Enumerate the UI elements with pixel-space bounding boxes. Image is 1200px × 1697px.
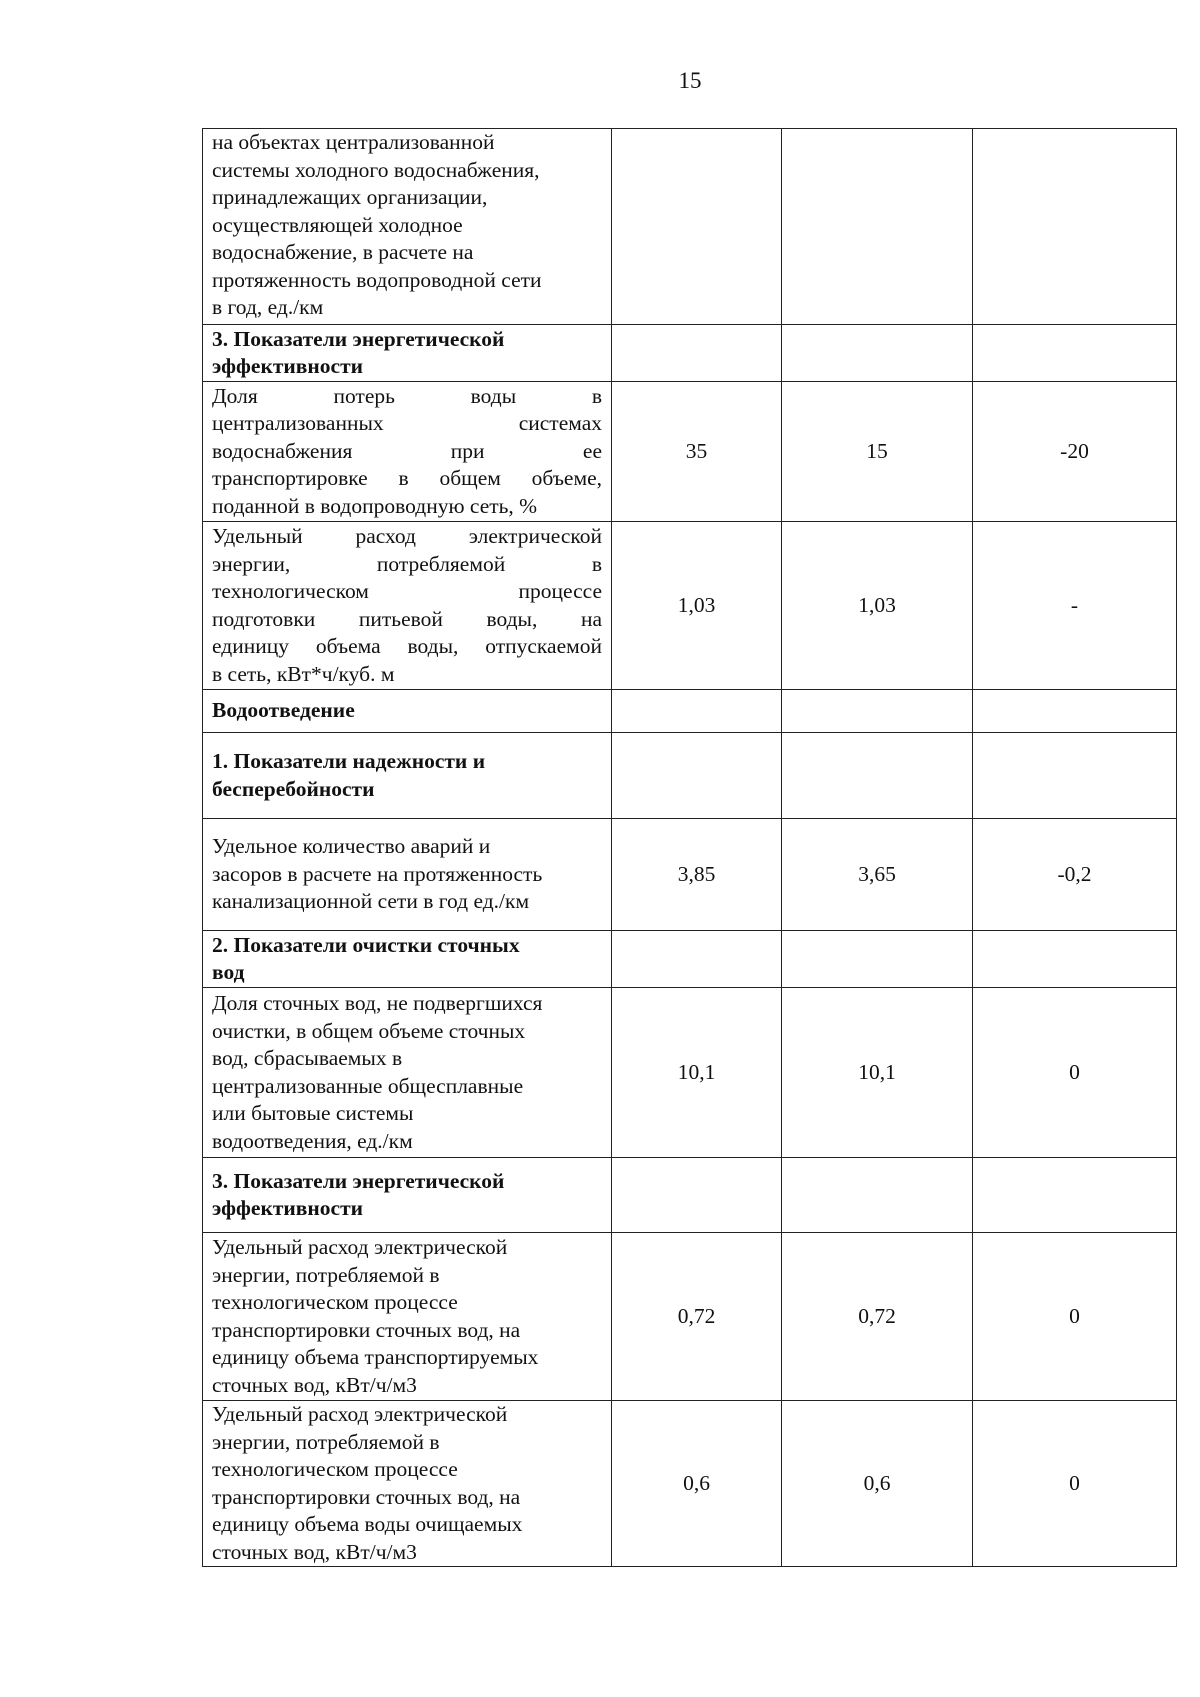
description-line: транспортировки сточных вод, на — [212, 1317, 521, 1342]
description-line: Доля потерь воды в — [212, 383, 602, 408]
value-col-1 — [612, 325, 782, 382]
value-col-1 — [612, 1158, 782, 1233]
value-col-1: 3,85 — [612, 819, 782, 931]
description-line: сточных вод, кВт/ч/м3 — [212, 1539, 417, 1564]
description-line: или бытовые системы — [212, 1101, 414, 1125]
description-line: 3. Показатели энергетической — [212, 1168, 505, 1193]
description-line: Удельный расход электрической — [212, 524, 602, 548]
value-col-2 — [782, 325, 973, 382]
value-col-1: 0,72 — [612, 1233, 782, 1401]
table-row — [203, 129, 1177, 325]
indicators-table — [202, 128, 1177, 1567]
table-row — [203, 1233, 1177, 1401]
value-col-1: 0,6 — [612, 1401, 782, 1567]
table-row — [203, 988, 1177, 1158]
value-col-2: 3,65 — [782, 819, 973, 931]
section-title — [203, 931, 612, 988]
description-line: водоотведения, ед./км — [212, 1128, 413, 1153]
indicator-description — [203, 1401, 612, 1567]
value-col-1: 35 — [612, 382, 782, 522]
value-col-1: 10,1 — [612, 988, 782, 1158]
description-line: технологическом процессе — [212, 1290, 458, 1314]
change-value: -0,2 — [973, 819, 1177, 931]
table-row — [203, 382, 1177, 522]
description-line: энергии, потребляемой в — [212, 551, 602, 576]
description-line: бесперебойности — [212, 776, 375, 801]
description-line: очистки, в общем объеме сточных — [212, 1018, 526, 1043]
indicator-description — [203, 129, 612, 325]
description-line: канализационной сети в год ед./км — [212, 889, 530, 914]
description-line: Водоотведение — [212, 698, 355, 723]
description-line: единицу объема воды очищаемых — [212, 1512, 523, 1536]
indicator-description — [203, 382, 612, 522]
description-line: поданной в водопроводную сеть, % — [212, 493, 538, 518]
description-line: в сеть, кВт*ч/куб. м — [212, 661, 395, 686]
value-col-2: 10,1 — [782, 988, 973, 1158]
change-value — [973, 325, 1177, 382]
description-line: эффективности — [212, 354, 364, 378]
description-line: 1. Показатели надежности и — [212, 749, 486, 773]
description-line: эффективности — [212, 1196, 364, 1220]
change-value — [973, 129, 1177, 325]
page-number: 15 — [678, 68, 702, 93]
description-line: вод — [212, 960, 245, 984]
description-line: сточных вод, кВт/ч/м3 — [212, 1372, 417, 1397]
value-col-1 — [612, 690, 782, 733]
description-line: энергии, потребляемой в — [212, 1429, 440, 1454]
description-line: водоснабжение, в расчете на — [212, 240, 474, 264]
change-value — [973, 931, 1177, 988]
indicator-description — [203, 1233, 612, 1401]
description-line: транспортировки сточных вод, на — [212, 1484, 521, 1509]
description-line: транспортировке в общем объеме, — [212, 466, 602, 491]
value-col-2 — [782, 931, 973, 988]
description-line: 3. Показатели энергетической — [212, 326, 505, 351]
value-col-2: 0,6 — [782, 1401, 973, 1567]
section-header-row — [203, 690, 1177, 733]
description-line: осуществляющей холодное — [212, 212, 463, 237]
table-row — [203, 522, 1177, 690]
description-line: протяженность водопроводной сети — [212, 267, 542, 292]
description-line: водоснабжения при ее — [212, 438, 602, 463]
description-line: 2. Показатели очистки сточных — [212, 932, 520, 957]
description-line: технологическом процессе — [212, 579, 602, 603]
section-title — [203, 325, 612, 382]
change-value — [973, 690, 1177, 733]
description-line: вод, сбрасываемых в — [212, 1046, 403, 1070]
table-row — [203, 819, 1177, 931]
description-line: единицу объема транспортируемых — [212, 1345, 539, 1369]
section-title — [203, 1158, 612, 1233]
change-value: - — [973, 522, 1177, 690]
section-header-row — [203, 733, 1177, 819]
change-value: 0 — [973, 988, 1177, 1158]
indicator-description — [203, 819, 612, 931]
description-line: Удельный расход электрической — [212, 1235, 508, 1259]
change-value — [973, 1158, 1177, 1233]
description-line: централизованные общесплавные — [212, 1073, 524, 1098]
section-header-row — [203, 931, 1177, 988]
section-header-row — [203, 325, 1177, 382]
value-col-2: 0,72 — [782, 1233, 973, 1401]
description-line: на объектах централизованной — [212, 130, 495, 154]
value-col-1 — [612, 931, 782, 988]
description-line: принадлежащих организации, — [212, 185, 488, 209]
value-col-1 — [612, 129, 782, 325]
value-col-1: 1,03 — [612, 522, 782, 690]
description-line: централизованных системах — [212, 411, 602, 436]
description-line: Удельное количество аварий и — [212, 834, 491, 859]
description-line: Удельный расход электрической — [212, 1402, 508, 1426]
section-title — [203, 690, 612, 733]
section-header-row — [203, 1158, 1177, 1233]
change-value: 0 — [973, 1401, 1177, 1567]
description-line: засоров в расчете на протяженность — [212, 861, 543, 886]
change-value — [973, 733, 1177, 819]
indicator-description — [203, 988, 612, 1158]
change-value: 0 — [973, 1233, 1177, 1401]
value-col-2 — [782, 129, 973, 325]
value-col-2: 1,03 — [782, 522, 973, 690]
description-line: единицу объема воды, отпускаемой — [212, 634, 602, 658]
section-title — [203, 733, 612, 819]
table-row — [203, 1401, 1177, 1567]
description-line: системы холодного водоснабжения, — [212, 157, 540, 182]
change-value: -20 — [973, 382, 1177, 522]
value-col-2: 15 — [782, 382, 973, 522]
value-col-2 — [782, 690, 973, 733]
value-col-2 — [782, 733, 973, 819]
indicator-description — [203, 522, 612, 690]
description-line: технологическом процессе — [212, 1457, 458, 1481]
description-line: подготовки питьевой воды, на — [212, 606, 602, 631]
value-col-1 — [612, 733, 782, 819]
value-col-2 — [782, 1158, 973, 1233]
description-line: энергии, потребляемой в — [212, 1262, 440, 1287]
description-line: в год, ед./км — [212, 295, 324, 319]
description-line: Доля сточных вод, не подвергшихся — [212, 991, 543, 1015]
